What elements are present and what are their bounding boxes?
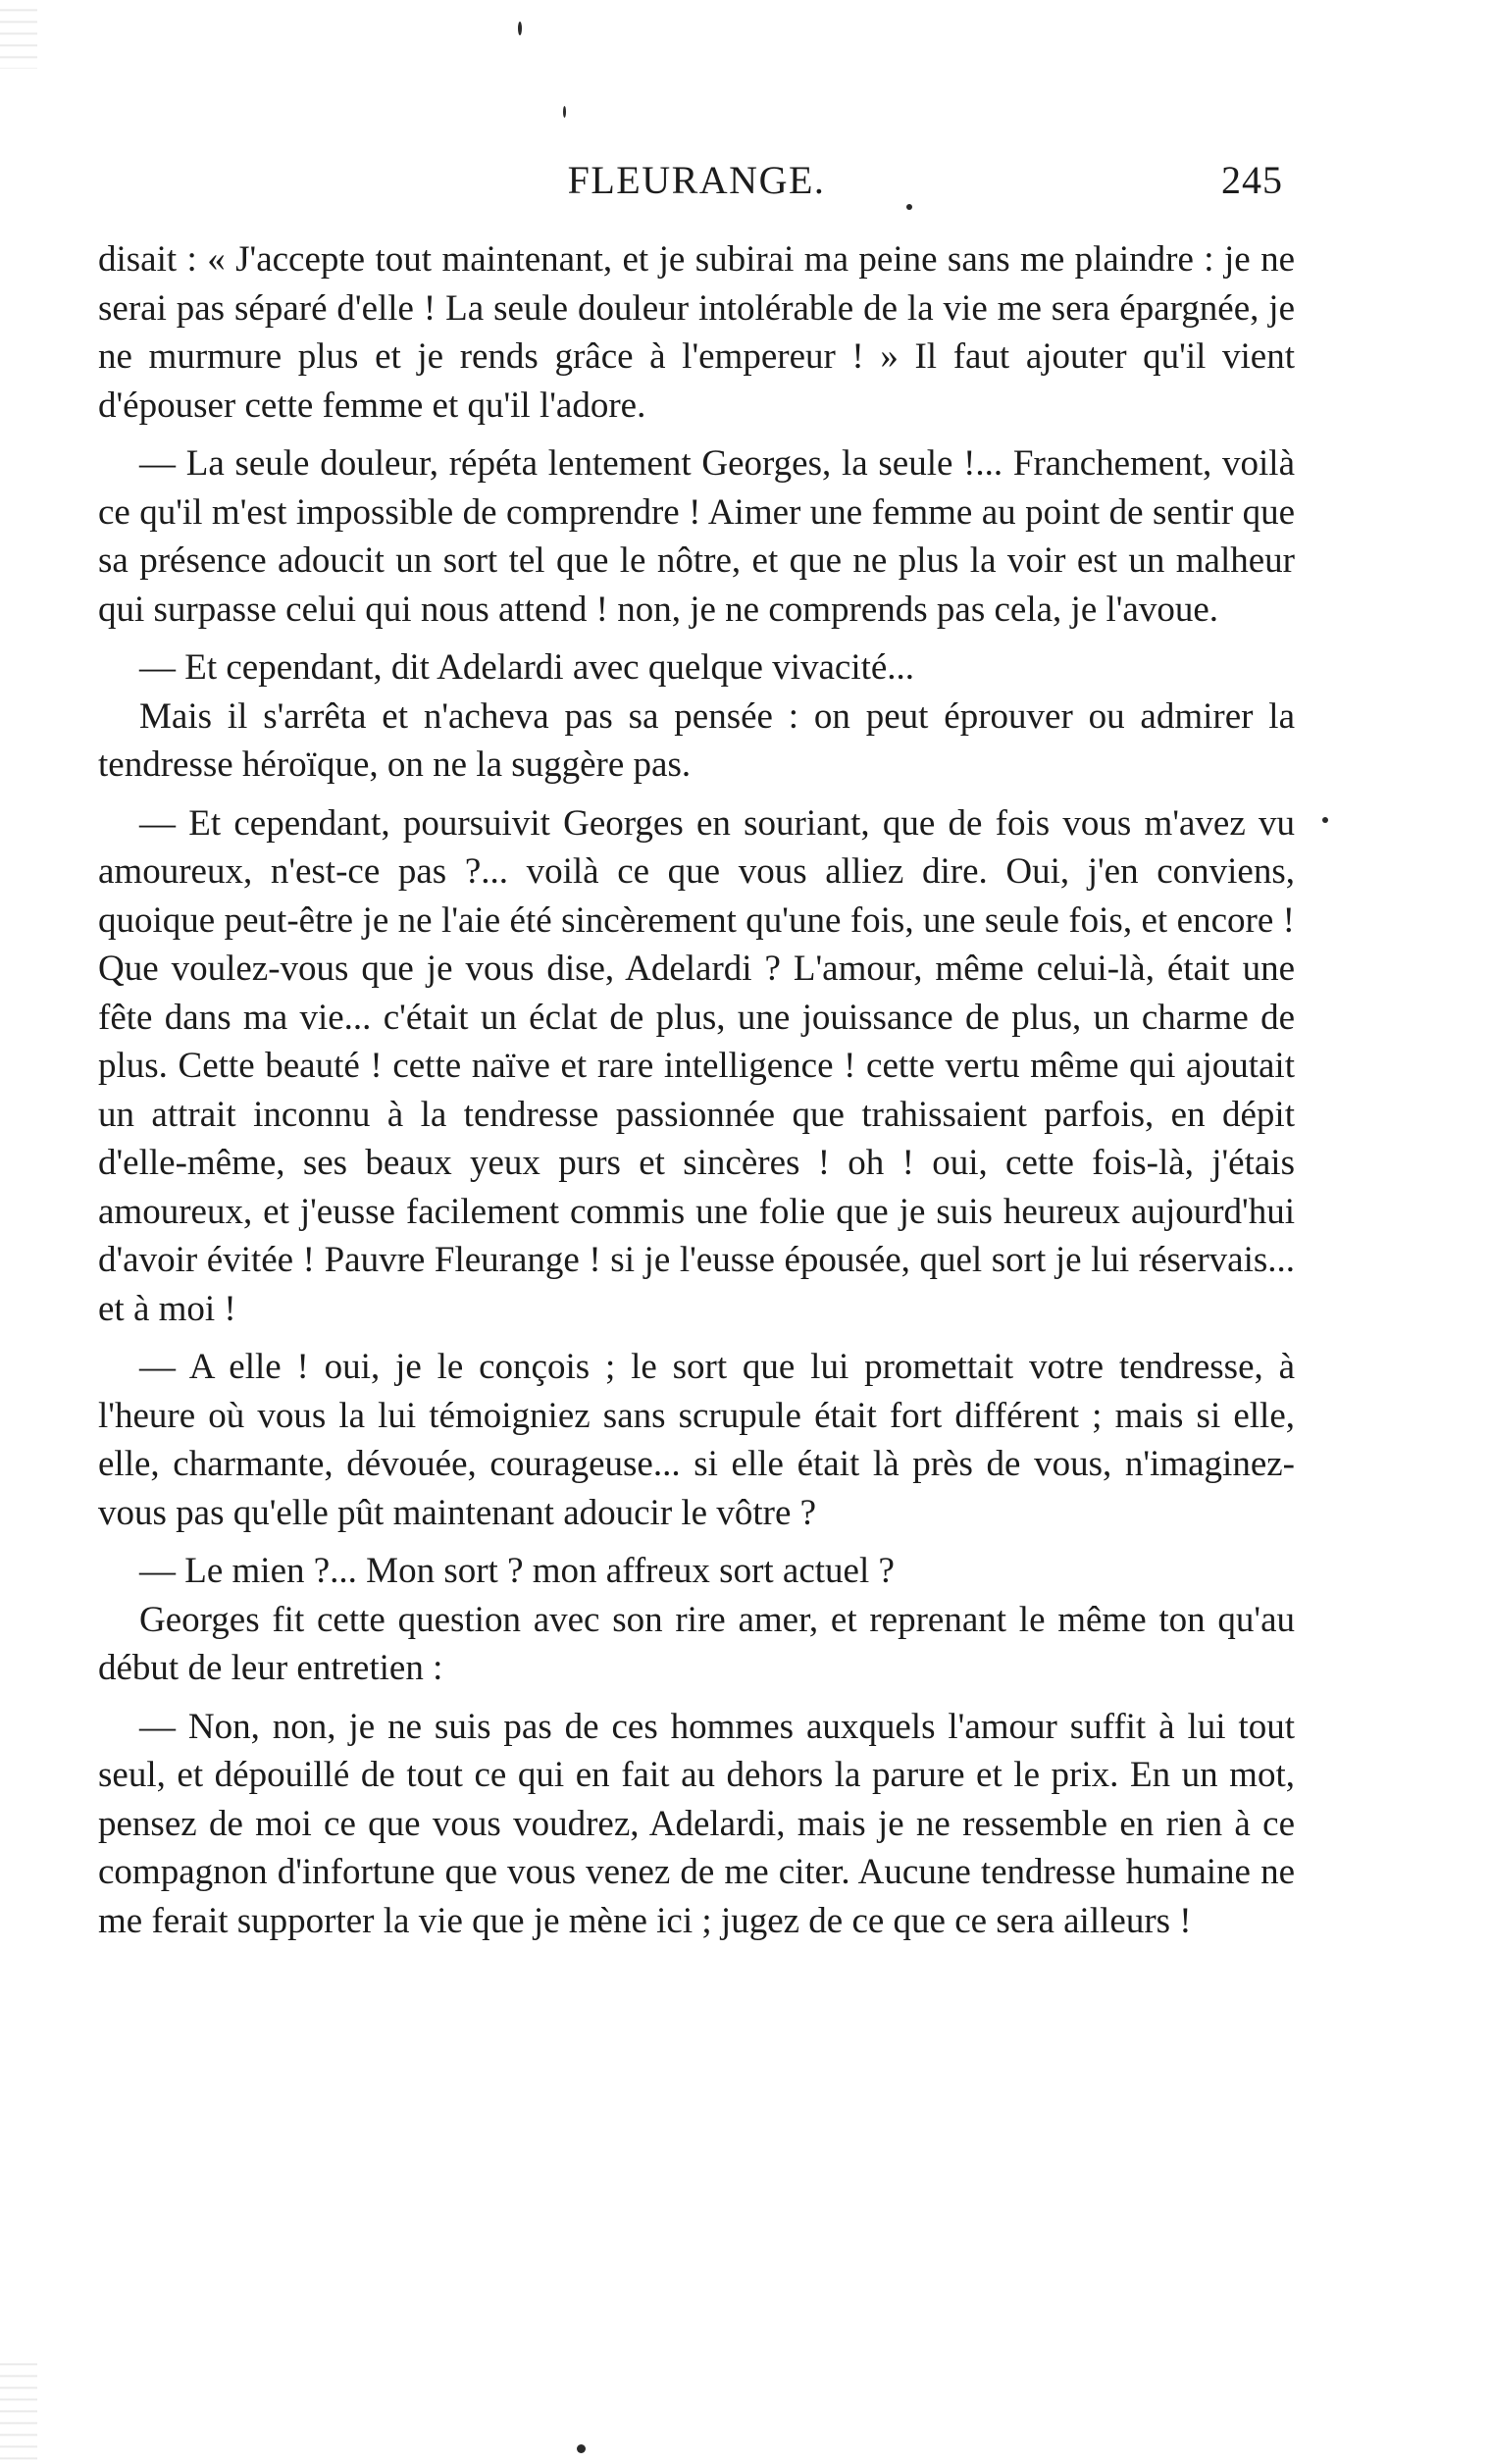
page-header: [98, 157, 1295, 216]
scan-speck: [577, 2444, 586, 2453]
paragraph: — Et cependant, dit Adelardi avec quelque vivacité...: [139, 647, 915, 688]
scan-speck: [1322, 817, 1328, 823]
paragraph: — Le mien ?... Mon sort ? mon affreux sort actuel ?: [139, 1551, 895, 1591]
paragraph: — Et cependant, poursuivit Georges en souriant, que de fois vous m'avez vu amoureux, n'est-ce pas ?... voilà ce que vous alliez dire. Oui, j'en conviens, quoique peut-être je ne l'aie été sincèrement qu'une fois, une seule fois, et encore ! Que voulez-vous que je vous dise, Adelardi ? L'amour, même celui-là, était une fête dans ma vie... c'était un éclat de plus, une jouissance de plus, un charme de plus. Cette beauté ! cette naïve et rare intelligence ! cette vertu même qui ajoutait un attrait inconnu à la tendresse passionnée que trahissaient parfois, en dépit d'elle-même, ses beaux yeux purs et sincères ! oh ! oui, cette fois-là, j'étais amoureux, et j'eusse facilement commis une folie que je suis heureux aujourd'hui d'avoir évitée ! Pauvre Fleurange ! si je l'eusse épousée, quel sort je lui réservais... et à moi !: [98, 802, 1295, 1329]
paragraph: Georges fit cette question avec son rire amer, et reprenant le même ton qu'au début de leur entretien :: [98, 1599, 1295, 1688]
paragraph: — La seule douleur, répéta lentement Georges, la seule !... Franchement, voilà ce qu'il m'est impossible de comprendre ! Aimer une femme au point de sentir que sa présence adoucit un sort tel que le nôtre, et que ne plus la voir est un malheur qui surpasse celui qui nous attend ! non, je ne comprends pas cela, je l'avoue.: [98, 443, 1295, 630]
scan-speck: [518, 22, 522, 35]
scan-speck: [906, 204, 912, 210]
body-text: [98, 235, 1295, 1945]
scan-edge-noise: [0, 2354, 37, 2464]
scan-edge-noise: [0, 0, 37, 69]
paragraph: Mais il s'arrêta et n'acheva pas sa pensée : on peut éprouver ou admirer la tendresse héroïque, on ne la suggère pas.: [98, 695, 1295, 785]
running-title: FLEURANGE.: [567, 158, 826, 202]
scan-speck: [563, 106, 566, 118]
page-number: 245: [1221, 158, 1283, 202]
paragraph: disait : « J'accepte tout maintenant, et je subirai ma peine sans me plaindre : je ne serai pas séparé d'elle ! La seule douleur intolérable de la vie me sera épargnée, je ne murmure plus et je rends grâce à l'empereur ! » Il faut ajouter qu'il vient d'épouser cette femme et qu'il l'adore.: [98, 239, 1295, 426]
paragraph: — Non, non, je ne suis pas de ces hommes auxquels l'amour suffit à lui tout seul, et dépouillé de tout ce qui en fait au dehors la parure et le prix. En un mot, pensez de moi ce que vous voudrez, Adelardi, mais je ne ressemble en rien à ce compagnon d'infortune que vous venez de me citer. Aucune tendresse humaine ne me ferait supporter la vie que je mène ici ; jugez de ce que ce sera ailleurs !: [98, 1706, 1295, 1941]
paragraph: — A elle ! oui, je le conçois ; le sort que lui promettait votre tendresse, à l'heure où vous la lui témoigniez sans scrupule était fort différent ; mais si elle, elle, charmante, dévouée, courageuse... si elle était là près de vous, n'imaginez-vous pas qu'elle pût maintenant adoucir le vôtre ?: [98, 1347, 1295, 1533]
